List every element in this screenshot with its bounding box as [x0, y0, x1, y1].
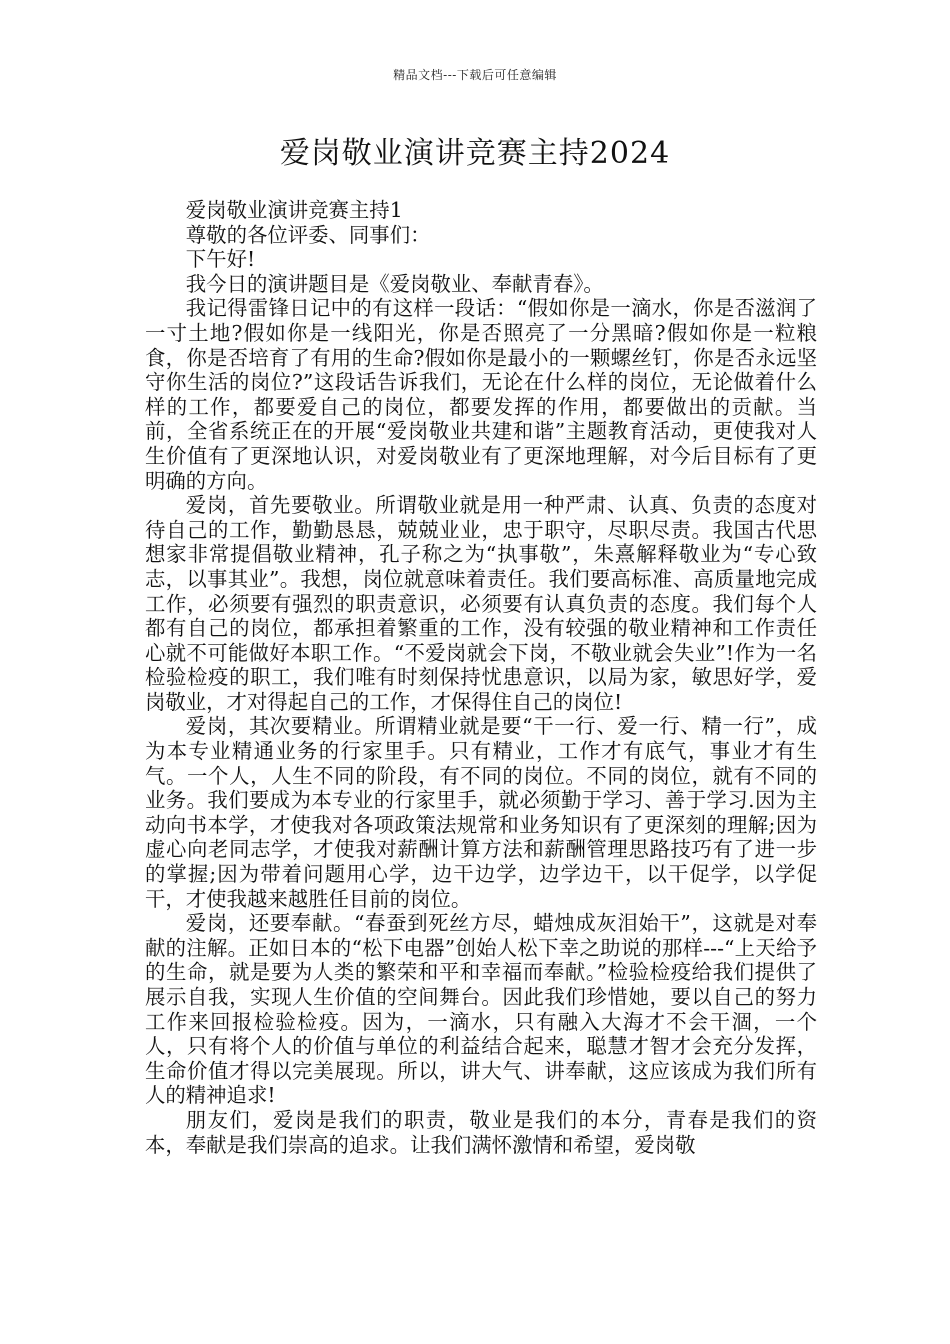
document-body: [145, 198, 817, 1157]
paragraph: 我今日的演讲题目是《爱岗敬业、奉献青春》。: [185, 271, 604, 296]
paragraph: 我记得雷锋日记中的有这样一段话：“假如你是一滴水，你是否滋润了一寸土地?假如你是一线阳光，你是否照亮了一分黑暗?假如你是一粒粮食，你是否培育了有用的生命?假如你是最小的一颗螺丝钉，你是否永远坚守你生活的岗位?”这段话告诉我们，无论在什么样的岗位，无论做着什么样的工作，都要爱自己的岗位，都要发挥的作用，都要做出的贡献。当前，全省系统正在的开展“爱岗敬业共建和谐”主题教育活动，更使我对人生价值有了更深地认识，对爱岗敬业有了更深地理解，对今后目标有了更明确的方向。: [145, 296, 817, 493]
paragraph: 下午好!: [185, 247, 256, 272]
paragraph: 爱岗，还要奉献。“春蚕到死丝方尽，蜡烛成灰泪始干”，这就是对奉献的注解。正如日本的“松下电器”创始人松下幸之助说的那样---“上天给予的生命，就是要为人类的繁荣和平和幸福而奉献。”检验检疫给我们提供了展示自我，实现人生价值的空间舞台。因此我们珍惜她，要以自己的努力工作来回报检验检疫。因为，一滴水，只有融入大海才不会干涸，一个人，只有将个人的价值与单位的利益结合起来，聪慧才智才会充分发挥，生命价值才得以完美展现。所以，讲大气、讲奉献，这应该成为我们所有人的精神追求!: [145, 911, 817, 1108]
document-title: 爱岗敬业演讲竞赛主持2024: [279, 136, 671, 171]
header-note: 精品文档---下载后可任意编辑: [393, 68, 557, 82]
paragraph: 朋友们，爱岗是我们的职责，敬业是我们的本分，青春是我们的资本，奉献是我们崇高的追求。让我们满怀激情和希望，爱岗敬: [145, 1107, 817, 1157]
paragraph: 尊敬的各位评委、同事们：: [185, 222, 431, 247]
paragraph: 爱岗敬业演讲竞赛主持1: [185, 198, 403, 222]
paragraph: 爱岗，首先要敬业。所谓敬业就是用一种严肃、认真、负责的态度对待自己的工作，勤勤恳恳，兢兢业业，忠于职守，尽职尽责。我国古代思想家非常提倡敬业精神，孔子称之为“执事敬”，朱熹解释敬业为“专心致志，以事其业”。我想，岗位就意味着责任。我们要高标准、高质量地完成工作，必须要有强烈的职责意识，必须要有认真负责的态度。我们每个人都有自己的岗位，都承担着繁重的工作，没有较强的敬业精神和工作责任心就不可能做好本职工作。“不爱岗就会下岗，不敬业就会失业”!作为一名检验检疫的职工，我们唯有时刻保持忧患意识，以局为家，敏思好学，爱岗敬业，才对得起自己的工作，才保得住自己的岗位!: [145, 493, 817, 714]
paragraph: 爱岗，其次要精业。所谓精业就是要“干一行、爱一行、精一行”，成为本专业精通业务的行家里手。只有精业，工作才有底气，事业才有生气。一个人，人生不同的阶段，有不同的岗位。不同的岗位，就有不同的业务。我们要成为本专业的行家里手，就必须勤于学习、善于学习.因为主动向书本学，才使我对各项政策法规常和业务知识有了更深刻的理解;因为虚心向老同志学，才使我对薪酬计算方法和薪酬管理思路技巧有了进一步的掌握;因为带着问题用心学，边干边学，边学边干，以干促学，以学促干，才使我越来越胜任目前的岗位。: [145, 714, 817, 911]
